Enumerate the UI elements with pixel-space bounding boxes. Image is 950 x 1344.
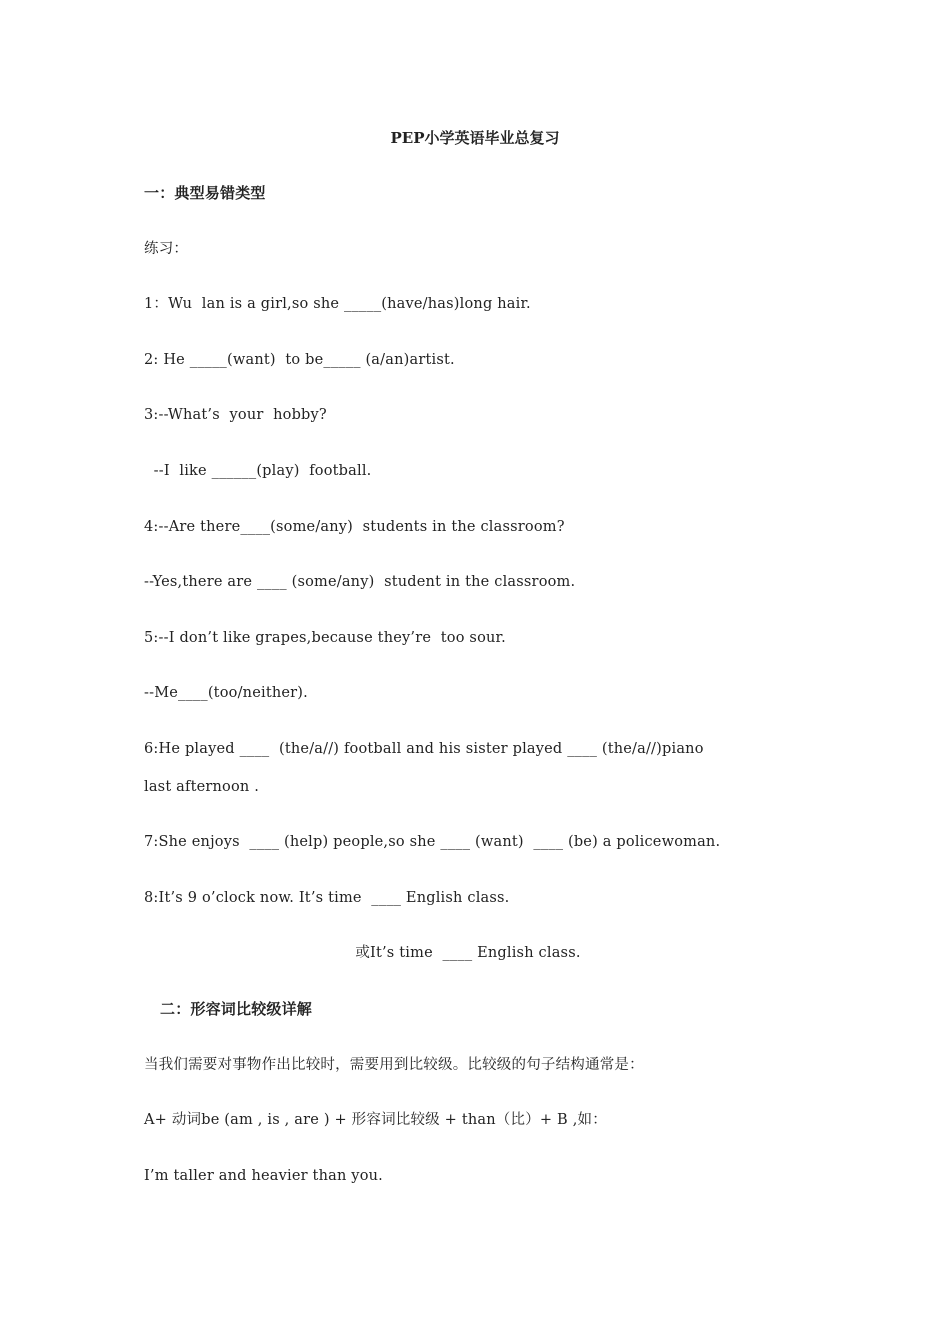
grammar-line-2: A+ 动词be (am , is , are ) + 形容词比较级 + than（比）+ B ,如： [144, 1112, 607, 1128]
exercise-line-5: 5:--I don’t like grapes,because they’re too sour. [144, 630, 506, 646]
exercise-line-1: 1：Wu lan is a girl,so she _____(have/has)long hair. [144, 296, 531, 312]
exercise-line-3-answer: --I like ______(play) football. [144, 463, 372, 479]
section-heading-1: 一：典型易错类型 [144, 184, 266, 202]
exercise-line-6: 6:He played ____ (the/a//) football and his sister played ____ (the/a//)piano [144, 741, 704, 757]
exercise-line-4: 4:--Are there____(some/any) students in the classroom? [144, 519, 565, 535]
section-heading-2: 二：形容词比较级详解 [160, 1000, 313, 1018]
exercise-line-5-answer: --Me____(too/neither). [144, 685, 308, 701]
grammar-line-1: 当我们需要对事物作出比较时，需要用到比较级。比较级的句子结构通常是： [144, 1057, 644, 1073]
exercise-line-4-answer: --Yes,there are ____ (some/any) student in the classroom. [144, 574, 576, 590]
exercise-line-7: 7:She enjoys ____ (help) people,so she ____ (want) ____ (be) a policewoman. [144, 834, 721, 850]
grammar-example: I’m taller and heavier than you. [144, 1168, 383, 1184]
exercise-line-2: 2: He _____(want) to be_____ (a/an)artist. [144, 352, 455, 368]
exercise-line-8: 8:It’s 9 o’clock now. It’s time ____ English class. [144, 890, 510, 906]
page-title: PEP小学英语毕业总复习 [390, 129, 560, 147]
exercise-line-3: 3:--What’s your hobby? [144, 407, 327, 423]
exercise-line-6-cont: last afternoon . [144, 779, 260, 795]
exercise-line-8-alt: 或It’s time ____ English class. [355, 945, 581, 961]
practice-label: 练习： [144, 241, 189, 257]
